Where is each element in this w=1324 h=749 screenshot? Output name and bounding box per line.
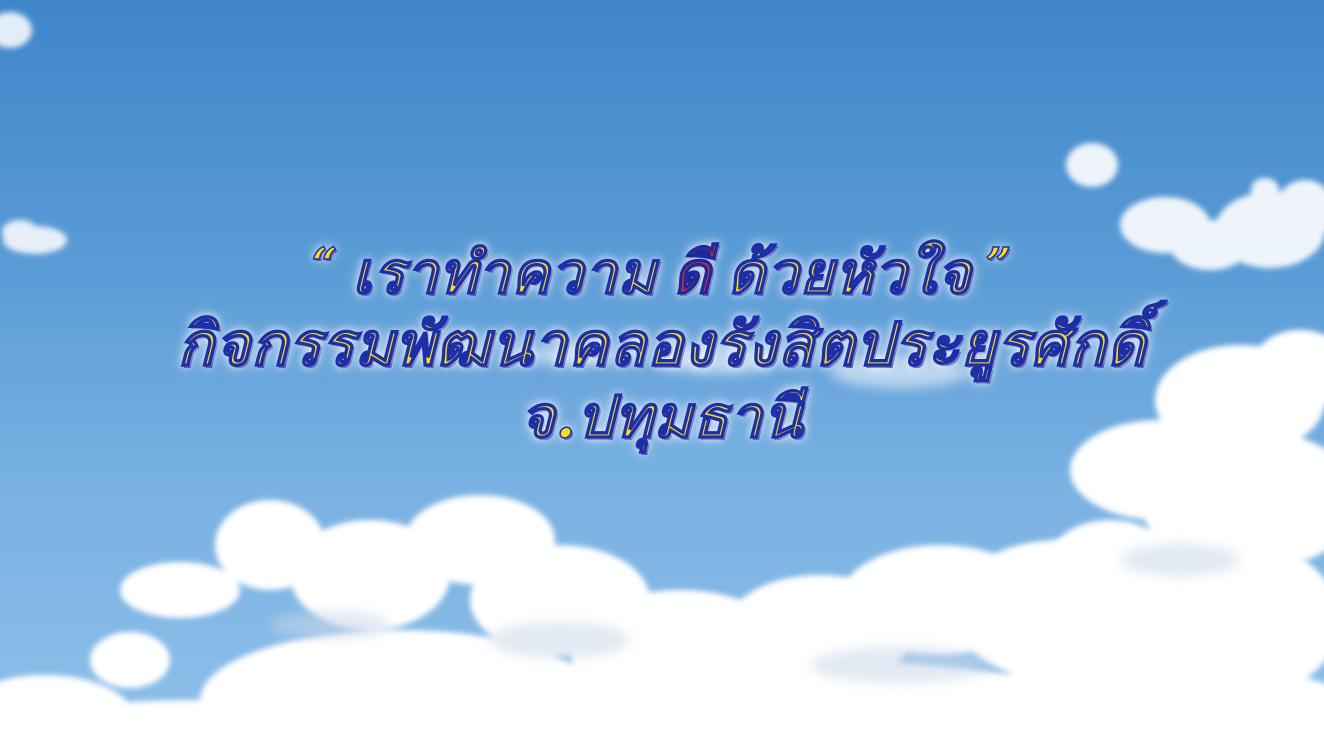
open-quote: “ bbox=[311, 239, 339, 290]
banner-line-province: จ.ปทุมธานี bbox=[520, 382, 804, 451]
banner-text bbox=[0, 240, 1324, 450]
slogan-text-before: เราทำความ bbox=[352, 239, 657, 307]
close-quote: ” bbox=[985, 239, 1013, 290]
slogan-text-after: ด้วยหัวใจ bbox=[727, 239, 972, 307]
banner-line-slogan bbox=[0, 240, 1324, 307]
slogan-highlight-word: ดี bbox=[672, 239, 712, 307]
banner-line-activity: กิจกรรมพัฒนาคลองรังสิตประยูรศักดิ์ bbox=[177, 309, 1147, 380]
cloud-top-left bbox=[0, 12, 67, 254]
